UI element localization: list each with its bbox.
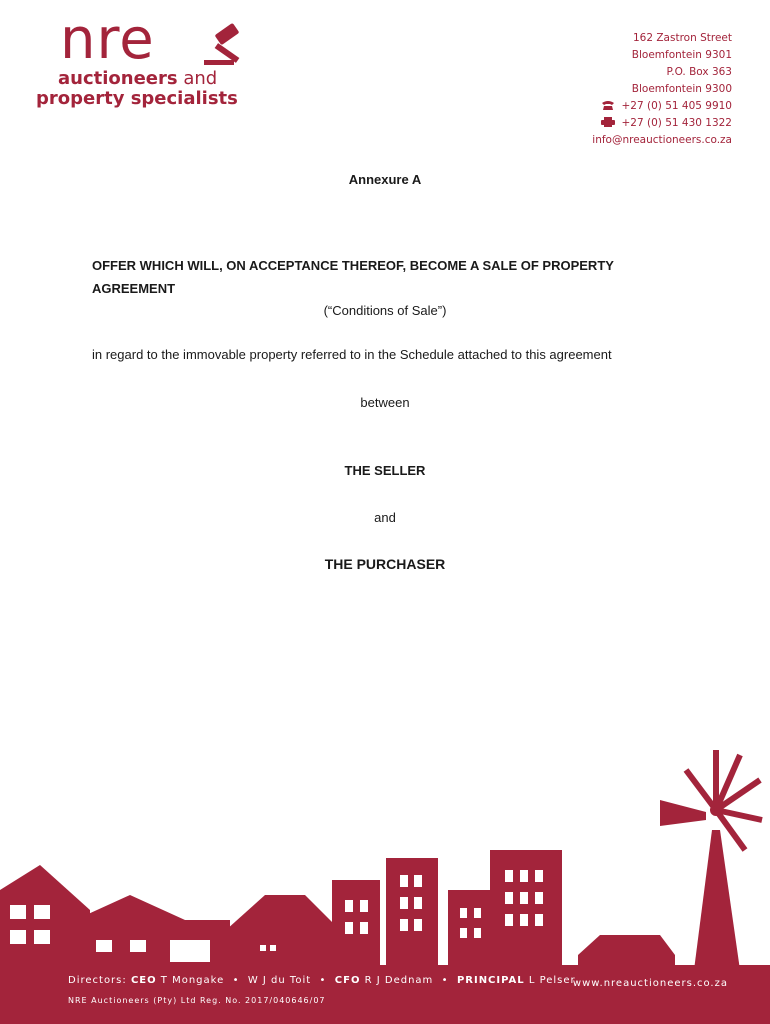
regard-text: in regard to the immovable property referred to in the Schedule attached to this agreement bbox=[92, 347, 612, 362]
seller-heading: THE SELLER bbox=[344, 463, 426, 478]
contact-email[interactable]: info@nreauctioneers.co.za bbox=[592, 134, 732, 146]
contact-block bbox=[592, 30, 732, 149]
logo-line-property: property specialists bbox=[36, 88, 238, 109]
registration-number: NRE Auctioneers (Pty) Ltd Reg. No. 2017/040646/07 bbox=[68, 996, 326, 1005]
windmill-icon bbox=[660, 750, 762, 970]
contact-phone-row bbox=[592, 98, 732, 115]
annexure-heading: Annexure A bbox=[348, 172, 422, 187]
contact-phone: +27 (0) 51 405 9910 bbox=[621, 100, 732, 112]
directors-line: Directors: CEO T Mongake • W J du Toit • CFO R J Dednam • PRINCIPAL L Pelser bbox=[68, 975, 576, 986]
contact-city1: Bloemfontein 9301 bbox=[631, 49, 732, 61]
logo-nre-text: nre bbox=[60, 7, 155, 72]
gavel-icon bbox=[202, 22, 254, 68]
website-link[interactable]: www.nreauctioneers.co.za bbox=[572, 978, 728, 989]
purchaser-heading: THE PURCHASER bbox=[324, 556, 446, 572]
contact-fax-row bbox=[592, 115, 732, 132]
fax-icon bbox=[601, 117, 615, 127]
conditions-subtitle: (“Conditions of Sale”) bbox=[323, 303, 447, 318]
phone-icon bbox=[601, 100, 615, 110]
contact-fax: +27 (0) 51 430 1322 bbox=[621, 117, 732, 129]
logo-line-auctioneers: auctioneers and bbox=[58, 68, 218, 89]
between-text: between bbox=[360, 395, 410, 410]
contact-city2: Bloemfontein 9300 bbox=[631, 83, 732, 95]
and-text: and bbox=[374, 510, 396, 525]
contact-street: 162 Zastron Street bbox=[632, 32, 732, 44]
contact-box: P.O. Box 363 bbox=[666, 66, 732, 78]
company-logo bbox=[34, 7, 274, 114]
agreement-title: OFFER WHICH WILL, ON ACCEPTANCE THEREOF, BECOME A SALE OF PROPERTY AGREEMENT bbox=[92, 258, 614, 296]
